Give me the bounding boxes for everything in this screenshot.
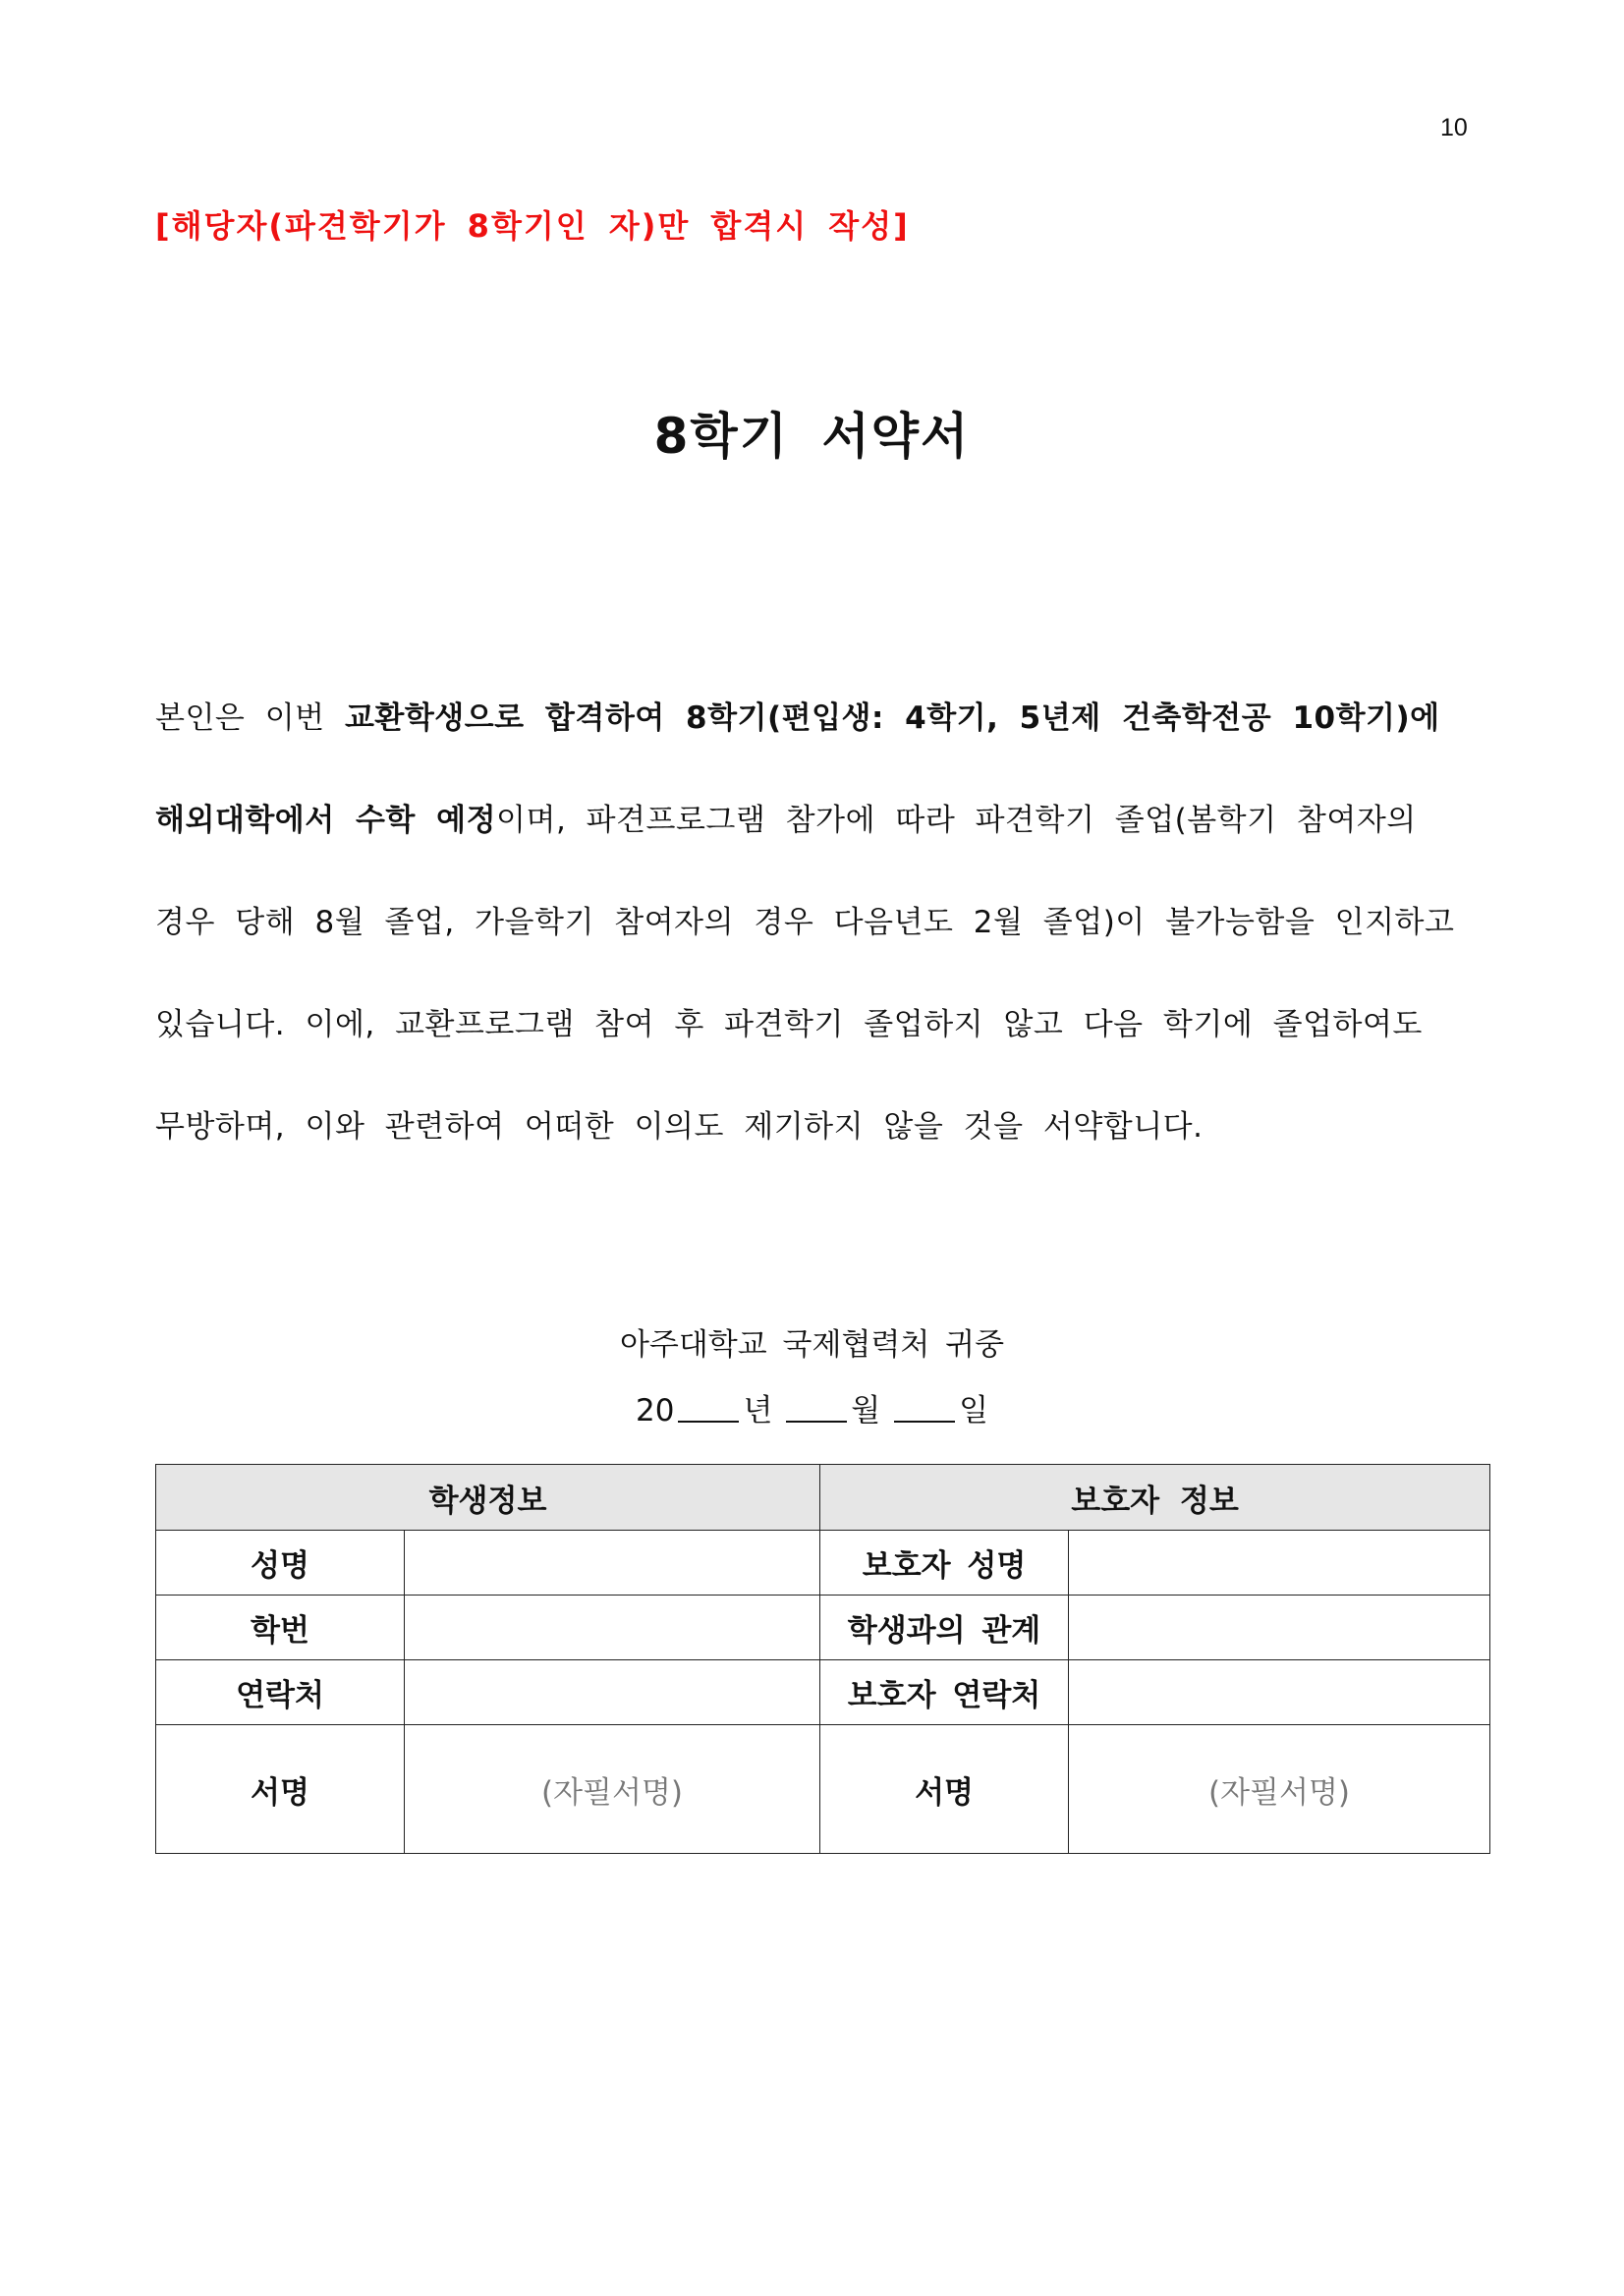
day-label: 일 <box>959 1393 989 1428</box>
document-title: 8학기 서약서 <box>653 408 971 465</box>
paragraph-text: 이며, 파견프로그램 참가에 따라 파견학기 졸업(봄학기 참여자의 <box>496 803 1417 838</box>
paragraph-text: 본인은 이번 <box>155 700 345 736</box>
guardian-name-label: 보호자 성명 <box>820 1531 1069 1596</box>
year-label: 년 <box>743 1393 773 1428</box>
student-contact-field[interactable] <box>405 1660 820 1725</box>
paragraph-line: 있습니다. 이에, 교환프로그램 참여 후 파견학기 졸업하지 않고 다음 학기에 졸업하여도 <box>155 1007 1423 1042</box>
date-century: 20 <box>635 1393 675 1428</box>
student-id-field[interactable] <box>405 1596 820 1660</box>
guardian-info-header: 보호자 정보 <box>820 1465 1490 1531</box>
paragraph-line: 경우 당해 8월 졸업, 가을학기 참여자의 경우 다음년도 2월 졸업)이 불가능함을 인지하고 <box>155 905 1455 940</box>
paragraph-line: 무방하며, 이와 관련하여 어떠한 이의도 제기하지 않을 것을 서약합니다. <box>155 1109 1204 1145</box>
pledge-paragraph <box>155 688 1491 1199</box>
guardian-contact-label: 보호자 연락처 <box>820 1660 1069 1725</box>
day-blank[interactable] <box>894 1421 955 1423</box>
eligibility-notice: [해당자(파견학기가 8학기인 자)만 합격시 작성] <box>155 207 910 245</box>
year-blank[interactable] <box>678 1421 739 1423</box>
month-label: 월 <box>851 1393 881 1428</box>
addressee: 아주대학교 국제협력처 귀중 <box>619 1327 1005 1363</box>
paragraph-emphasis: 교환학생으로 합격하여 8학기(편입생: 4학기, 5년제 건축학전공 10학기)에 <box>344 700 1440 736</box>
page-number: 10 <box>1440 114 1468 141</box>
date-line <box>0 1385 1624 1429</box>
signature-row <box>156 1725 1490 1854</box>
table-row <box>156 1596 1490 1660</box>
student-id-label: 학번 <box>156 1596 405 1660</box>
table-row <box>156 1660 1490 1725</box>
guardian-contact-field[interactable] <box>1069 1660 1490 1725</box>
relationship-field[interactable] <box>1069 1596 1490 1660</box>
table-row <box>156 1531 1490 1596</box>
guardian-signature-label: 서명 <box>820 1725 1069 1854</box>
paragraph-emphasis: 해외대학에서 수학 예정 <box>155 803 497 838</box>
signatory-info-table <box>155 1464 1490 1854</box>
student-contact-label: 연락처 <box>156 1660 405 1725</box>
student-name-field[interactable] <box>405 1531 820 1596</box>
student-signature-label: 서명 <box>156 1725 405 1854</box>
student-info-header: 학생정보 <box>156 1465 820 1531</box>
table-header-row <box>156 1465 1490 1531</box>
guardian-name-field[interactable] <box>1069 1531 1490 1596</box>
paragraph-line <box>155 790 1491 892</box>
student-name-label: 성명 <box>156 1531 405 1596</box>
paragraph-line <box>155 688 1491 790</box>
relationship-label: 학생과의 관계 <box>820 1596 1069 1660</box>
guardian-signature-field[interactable]: (자필서명) <box>1069 1725 1490 1854</box>
student-signature-field[interactable]: (자필서명) <box>405 1725 820 1854</box>
month-blank[interactable] <box>786 1421 847 1423</box>
